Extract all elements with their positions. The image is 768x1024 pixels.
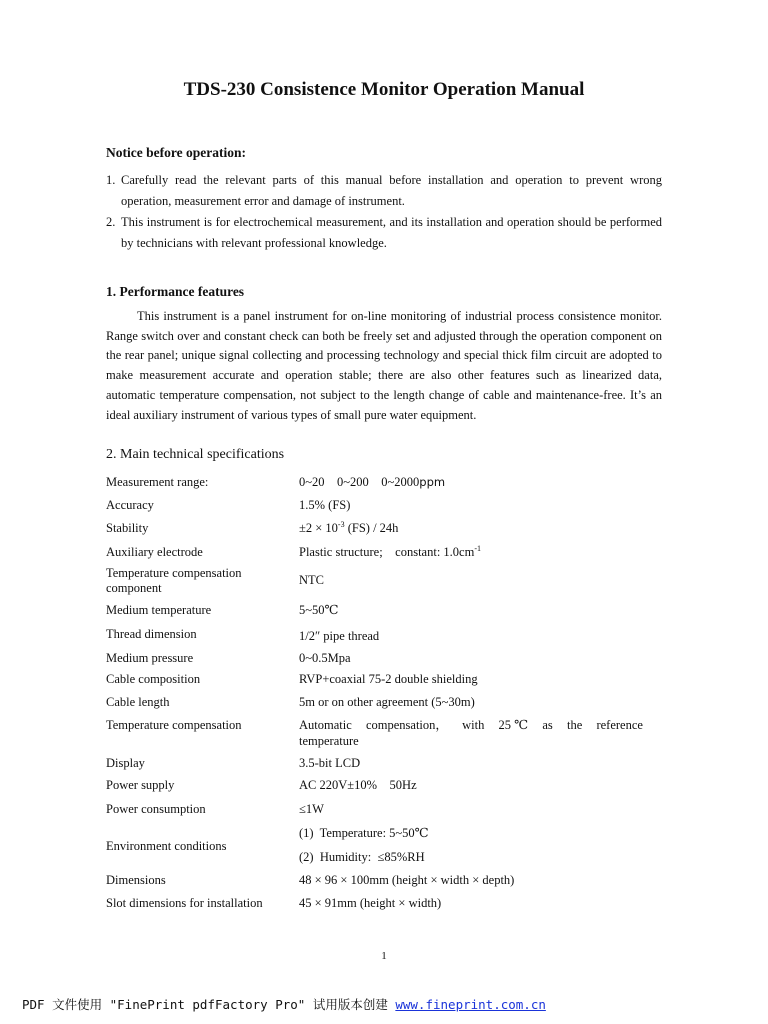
spec-label: Accuracy xyxy=(106,498,154,512)
notice-item-text: Carefully read the relevant parts of this manual before installation and operation to prevent wrong operation, measurement error and damage of instrument. xyxy=(121,173,662,208)
spec-value-word: Automatic xyxy=(299,718,352,732)
notice-item xyxy=(106,170,662,212)
spec-label: Temperature compensation component xyxy=(106,566,242,595)
spec-value xyxy=(299,475,649,490)
spec-value-line xyxy=(299,718,643,733)
spec-value: ≤1W xyxy=(299,802,324,816)
spec-value-word: with xyxy=(462,718,485,732)
spec-value: 3.5-bit LCD xyxy=(299,756,361,770)
page-number: 1 xyxy=(381,950,387,962)
spec-value-text: Plastic structure; constant: 1.0cm xyxy=(299,545,475,559)
notice-list xyxy=(106,170,662,254)
spec-label: Thread dimension xyxy=(106,627,197,641)
notice-item-number: 1. xyxy=(106,173,116,187)
spec-value: NTC xyxy=(299,573,324,587)
spec-value: 1/2″ pipe thread xyxy=(299,629,380,643)
spec-value xyxy=(299,826,649,865)
spec-value: 0~0.5Mpa xyxy=(299,651,351,665)
spec-label: Display xyxy=(106,756,145,770)
spec-label: Cable composition xyxy=(106,672,201,686)
performance-paragraph: This instrument is a panel instrument for on-line monitoring of industrial process consistence monitor. Range switch over and constant check can both be freely set and adjusted through the operation component on the rear panel; unique signal collecting and processing technology and special thick film circuit are adopted to make measurement accurate and operation stable; there are also other features such as linearized data, automatic temperature compensation, not subject to the length change of cable and maintenance-free. It’s an ideal auxiliary instrument of various types of small pure water equipment. xyxy=(106,309,662,422)
footer-link[interactable]: www.fineprint.com.cn xyxy=(395,997,546,1012)
spec-label: Power consumption xyxy=(106,802,206,816)
spec-value: 48 × 96 × 100mm (height × width × depth) xyxy=(299,873,515,887)
spec-value xyxy=(299,521,649,536)
notice-item-text: This instrument is for electrochemical measurement, and its installation and operation should be performed by technicians with relevant professional knowledge. xyxy=(121,215,662,250)
section1-heading: 1. Performance features xyxy=(106,284,245,299)
spec-value-suffix: (FS) / 24h xyxy=(344,521,399,535)
spec-value: AC 220V±10% 50Hz xyxy=(299,778,417,792)
spec-value-word: as xyxy=(542,718,553,732)
spec-value-line: temperature xyxy=(299,734,359,748)
spec-value-exponent: -3 xyxy=(337,519,345,529)
spec-label: Measurement range: xyxy=(106,475,209,489)
spec-value: 5m or on other agreement (5~30m) xyxy=(299,695,475,709)
spec-value: 45 × 91mm (height × width) xyxy=(299,896,442,910)
spec-label: Medium pressure xyxy=(106,651,194,665)
spec-label: Temperature compensation xyxy=(106,718,242,732)
footer-text: PDF 文件使用 "FinePrint pdfFactory Pro" 试用版本创建 xyxy=(22,997,396,1012)
section2-heading: 2. Main technical specifications xyxy=(106,447,285,462)
spec-value-line: (2) Humidity: ≤85%RH xyxy=(299,850,425,864)
spec-label: Power supply xyxy=(106,778,175,792)
spec-value-line: (1) Temperature: 5~50℃ xyxy=(299,826,429,840)
spec-value: RVP+coaxial 75-2 double shielding xyxy=(299,672,478,686)
spec-value-word: reference xyxy=(596,718,643,732)
notice-item-number: 2. xyxy=(106,215,116,229)
spec-value-text: 0~20 0~200 0~2000 xyxy=(299,475,420,489)
spec-label: Slot dimensions for installation xyxy=(106,896,263,910)
spec-value-word: compensation， xyxy=(365,718,448,732)
spec-label: Cable length xyxy=(106,695,170,709)
spec-label: Dimensions xyxy=(106,873,166,887)
spec-value xyxy=(299,718,649,749)
spec-label: Auxiliary electrode xyxy=(106,545,203,559)
pdf-footer xyxy=(22,995,546,1013)
spec-value: 5~50℃ xyxy=(299,603,339,617)
spec-value-unit: ppm xyxy=(419,475,446,489)
spec-label: Stability xyxy=(106,521,149,535)
notice-item xyxy=(106,212,662,254)
spec-value-word: the xyxy=(566,718,583,732)
spec-value-exponent: -1 xyxy=(474,543,481,553)
spec-value-text: ±2 × 10 xyxy=(299,521,338,535)
spec-label: Environment conditions xyxy=(106,839,227,853)
spec-value xyxy=(299,545,649,560)
spec-value-word: 25 ℃ xyxy=(498,718,529,732)
spec-value: 1.5% (FS) xyxy=(299,498,351,512)
document-title: TDS-230 Consistence Monitor Operation Manual xyxy=(183,79,585,100)
spec-label: Medium temperature xyxy=(106,603,212,617)
notice-heading: Notice before operation: xyxy=(106,145,246,160)
